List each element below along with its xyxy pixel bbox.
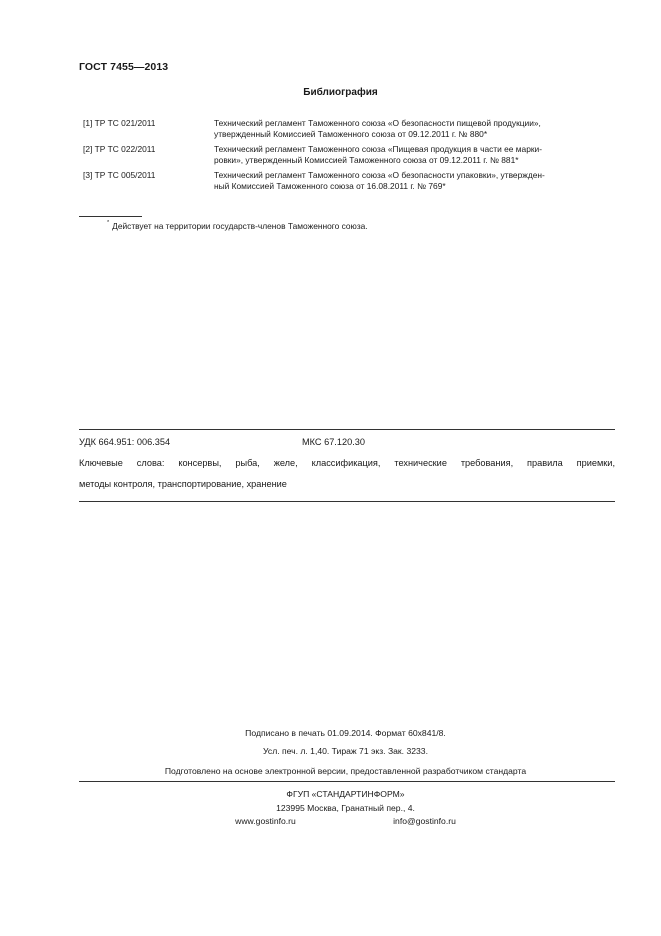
entry-text	[214, 144, 614, 165]
bibliography-entry	[83, 170, 613, 194]
bottom-rule	[79, 501, 615, 502]
publisher-website-link[interactable]: www.gostinfo.ru	[235, 816, 296, 826]
bibliography-entry	[83, 144, 613, 168]
publisher-email-link[interactable]: info@gostinfo.ru	[393, 816, 456, 826]
keywords-line: Ключевые слова: консервы, рыба, желе, классификация, технические требования, правила приемки,	[79, 458, 615, 468]
publisher-contacts	[0, 816, 661, 826]
entry-text-line: ный Комиссией Таможенного союза от 16.08.2011 г. № 769*	[214, 180, 446, 191]
entry-text-line: ровки», утвержденный Комиссией Таможенного союза от 09.12.2011 г. № 881*	[214, 154, 519, 165]
bibliography-title: Библиография	[303, 87, 378, 98]
imprint-prepared: Подготовлено на основе электронной версии, предоставленной разработчиком стандарта	[164, 766, 527, 776]
imprint-rule	[79, 781, 615, 782]
entry-text-line: Технический регламент Таможенного союза «О безопасности пищевой продукции»,	[214, 118, 541, 128]
entry-text-line: Технический регламент Таможенного союза «О безопасности упаковки», утвержден-	[214, 170, 545, 180]
mks-code: МКС 67.120.30	[302, 437, 365, 447]
top-rule	[79, 429, 615, 430]
footnote-mark: *	[107, 220, 110, 226]
document-code: ГОСТ 7455—2013	[79, 61, 169, 73]
entry-text	[214, 118, 614, 139]
entry-code: [1] ТР ТС 021/2011	[83, 118, 156, 128]
entry-code: [3] ТР ТС 005/2011	[83, 170, 156, 180]
footnote-separator	[79, 216, 142, 217]
udk-code: УДК 664.951: 006.354	[79, 437, 171, 447]
entry-text	[214, 170, 614, 191]
bibliography-entry	[83, 118, 613, 142]
publisher-name: ФГУП «СТАНДАРТИНФОРМ»	[286, 789, 405, 799]
footnote	[107, 220, 368, 231]
entry-text-line: Технический регламент Таможенного союза «Пищевая продукция в части ее марки-	[214, 144, 542, 154]
entry-code: [2] ТР ТС 022/2011	[83, 144, 156, 154]
entry-text-line: утвержденный Комиссией Таможенного союза от 09.12.2011 г. № 880*	[214, 128, 488, 139]
footnote-text: Действует на территории государств-членов Таможенного союза.	[112, 221, 368, 231]
imprint-signed: Подписано в печать 01.09.2014. Формат 60x841/8.	[245, 728, 446, 738]
imprint-sheets: Усл. печ. л. 1,40. Тираж 71 экз. Зак. 3233.	[263, 746, 428, 756]
keywords-line: методы контроля, транспортирование, хранение	[79, 479, 287, 489]
publisher-address: 123995 Москва, Гранатный пер., 4.	[276, 803, 415, 813]
